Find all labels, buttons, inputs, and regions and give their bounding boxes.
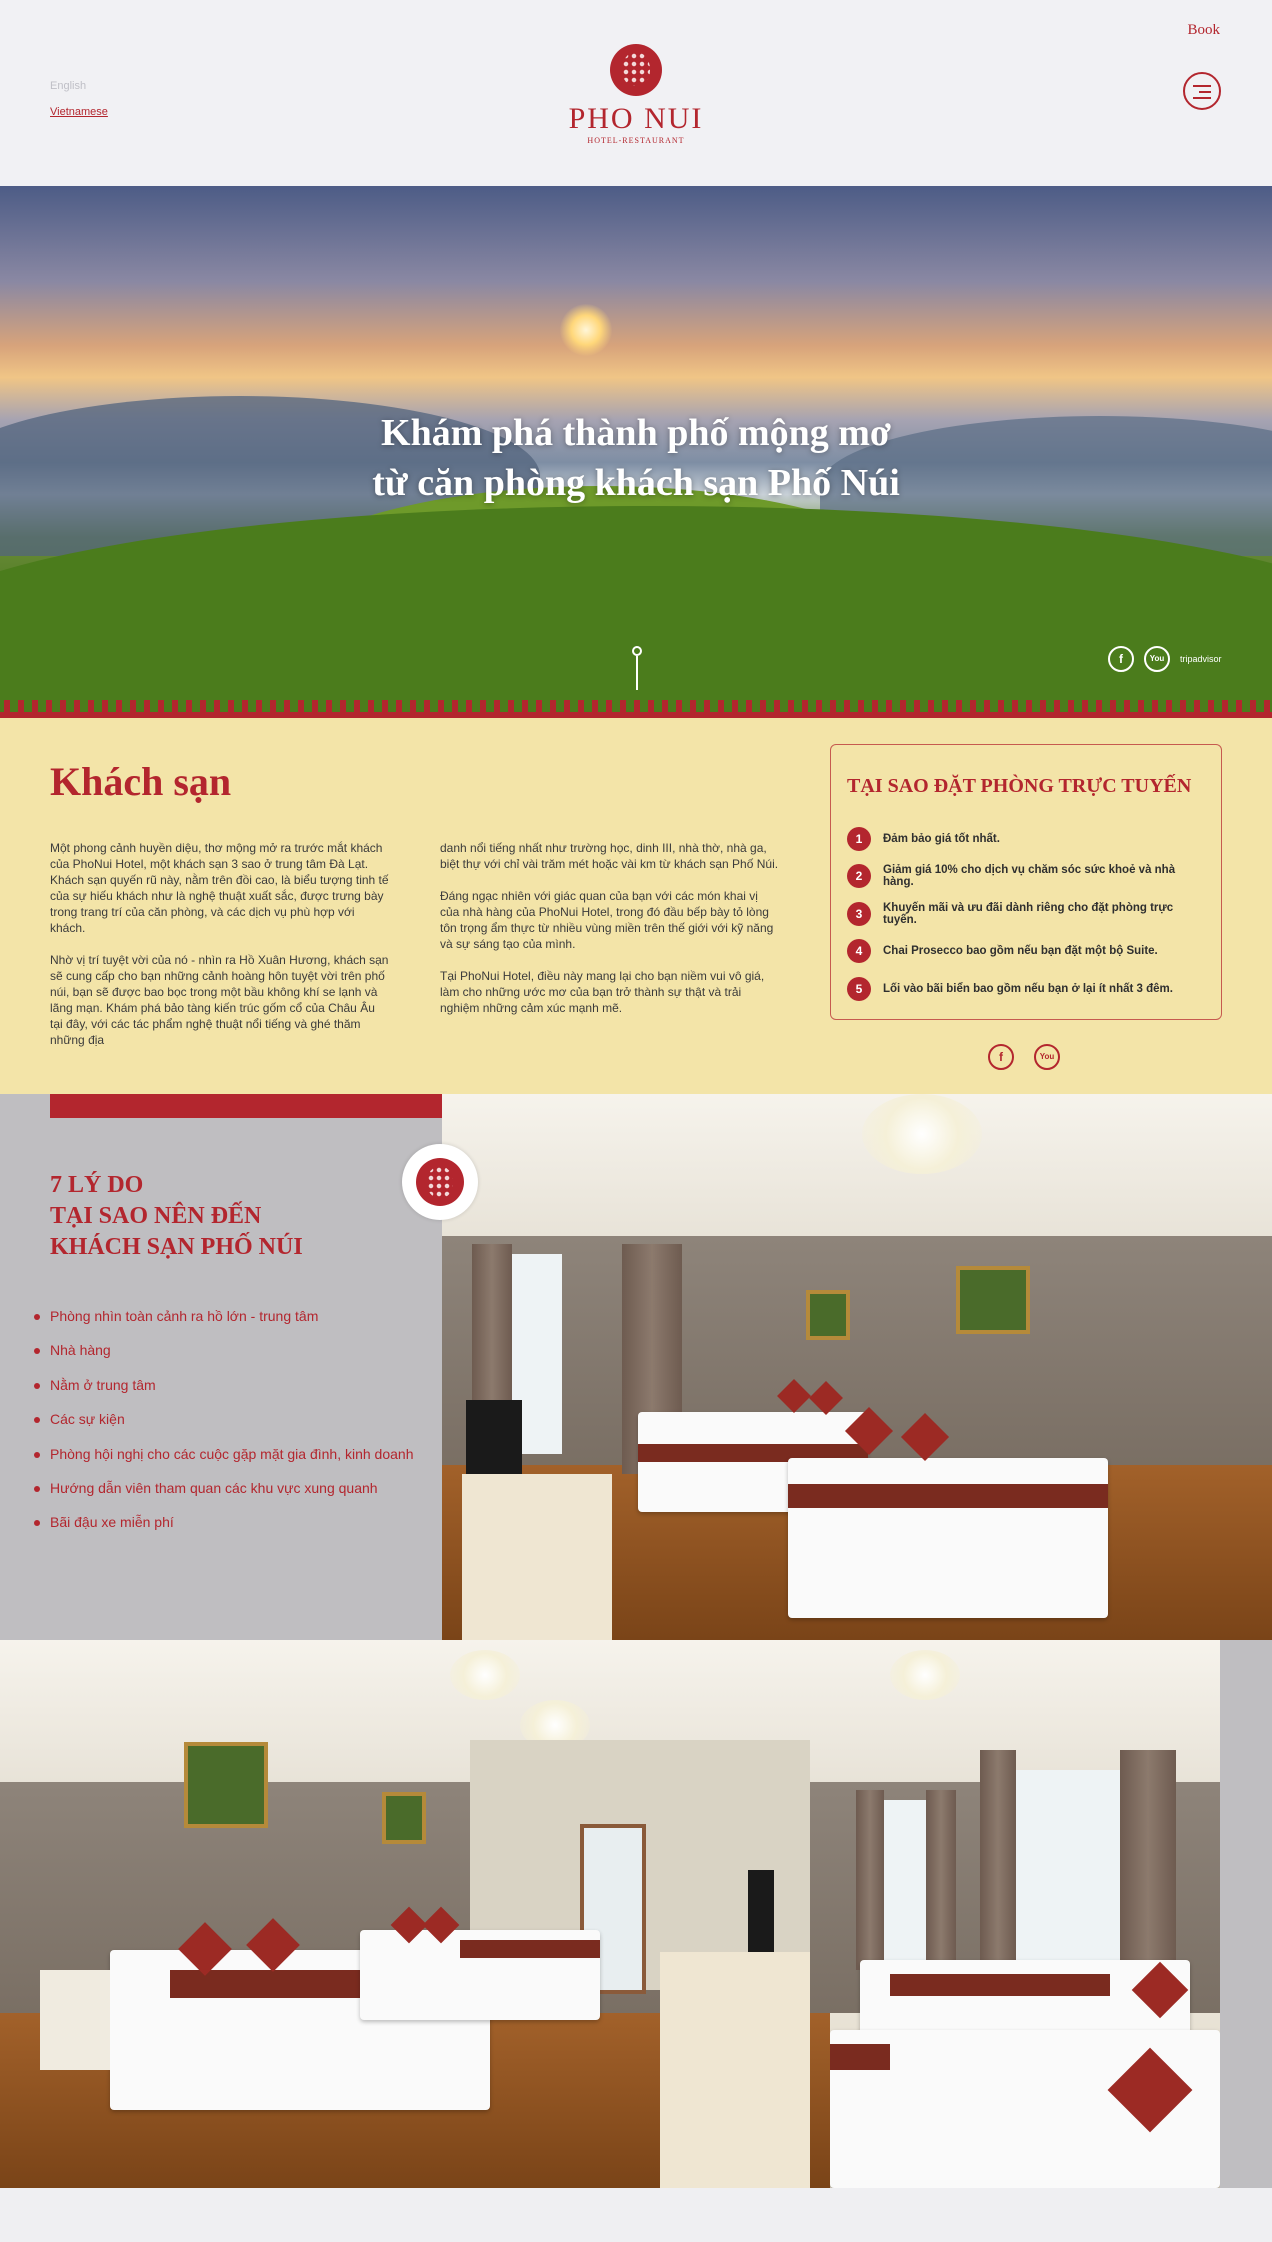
- why-title: TẠI SAO ĐẶT PHÒNG TRỰC TUYẾN: [847, 775, 1192, 797]
- about-social-links: [988, 1044, 1060, 1070]
- tripadvisor-icon[interactable]: tripadvisor: [1180, 654, 1222, 664]
- pinecone-logo-icon: [610, 44, 662, 96]
- photo-bed-runner: [890, 1974, 1110, 1996]
- about-paragraph: Đáng ngạc nhiên với giác quan của bạn với các món khai vị của nhà hàng của PhoNui Hotel, trong đó đầu bếp bày tỏ lòng tôn trọng ẩm thực từ nhiều vùng miền trên thế giới với kỹ năng và sự sáng tạo của mình.: [440, 889, 774, 951]
- why-number: 2: [847, 864, 871, 888]
- about-column-2: [440, 840, 780, 1032]
- why-text: Đảm bảo giá tốt nhất.: [883, 832, 1000, 845]
- hero-title: [0, 408, 1272, 508]
- brand-logo[interactable]: [568, 44, 704, 145]
- facebook-icon[interactable]: f: [1108, 646, 1134, 672]
- hero-social-links: [1108, 646, 1222, 672]
- book-link[interactable]: Book: [1187, 22, 1220, 38]
- why-item: [847, 933, 1205, 971]
- page-footer: [0, 2188, 1272, 2242]
- why-item: [847, 858, 1205, 896]
- room-photo-3: [830, 1640, 1220, 2188]
- logo-badge: [402, 1144, 478, 1220]
- photo-ceiling-light: [450, 1650, 520, 1700]
- about-paragraph: Tại PhoNui Hotel, điều này mang lại cho bạn niềm vui vô giá, làm cho những ước mơ của bạn trở thành sự thật và trải nghiệm những cảm xúc mạnh mẽ.: [440, 969, 765, 1015]
- hero-title-line2: từ căn phòng khách sạn Phố Núi: [372, 462, 900, 504]
- reason-item: Nằm ở trung tâm: [34, 1377, 413, 1411]
- menu-button[interactable]: [1183, 72, 1221, 110]
- menu-icon-line: [1199, 91, 1211, 93]
- side-strip: [1220, 1640, 1272, 2188]
- photo-painting: [184, 1742, 268, 1828]
- reason-item: Hướng dẫn viên tham quan các khu vực xung quanh: [34, 1480, 413, 1514]
- why-text: Chai Prosecco bao gồm nếu bạn đặt một bộ Suite.: [883, 945, 1158, 958]
- photo-curtain: [856, 1790, 884, 1970]
- photo-bed-runner: [460, 1940, 600, 1958]
- photo-painting: [956, 1266, 1030, 1334]
- photo-ceiling-light: [862, 1094, 982, 1174]
- photo-desk: [462, 1474, 612, 1640]
- hero-sun: [560, 304, 612, 356]
- why-text: Khuyến mãi và ưu đãi dành riêng cho đặt phòng trực tuyến.: [883, 901, 1174, 926]
- youtube-icon[interactable]: You: [1034, 1044, 1060, 1070]
- reason-item: Bãi đậu xe miễn phí: [34, 1514, 413, 1548]
- room-photo-1: [442, 1094, 1272, 1640]
- why-book-online-box: [830, 744, 1222, 1020]
- why-text: Lối vào bãi biển bao gồm nếu bạn ở lại ít nhất 3 đêm.: [883, 982, 1173, 995]
- scroll-dot: [632, 646, 642, 656]
- reasons-title: 7 LÝ DO TẠI SAO NÊN ĐẾN KHÁCH SẠN PHỐ NÚI: [50, 1172, 303, 1260]
- reason-item: Phòng hội nghị cho các cuộc gặp mặt gia đình, kinh doanh: [34, 1446, 413, 1480]
- about-paragraph: Một phong cảnh huyền diệu, thơ mộng mở ra trước mắt khách của PhoNui Hotel, một khách sạn 3 sao ở trung tâm Đà Lạt. Khách sạn quyến rũ này, nằm trên đồi cao, là biểu tượng tinh tế của sự hiếu khách như là nghệ thuật xuất sắc, được trưng bày trong trang trí của căn phòng, và các dịch vụ phù hợp với khách.: [50, 841, 389, 935]
- reason-item: Nhà hàng: [34, 1342, 413, 1376]
- scroll-down-icon[interactable]: [632, 646, 642, 696]
- pinecone-logo-icon: [416, 1158, 464, 1206]
- about-column-1: [50, 840, 390, 1064]
- photo-cabinet: [660, 1952, 810, 2188]
- reasons-panel: [0, 1094, 442, 1640]
- hero-decorative-border: [0, 700, 1272, 718]
- hero-banner: [0, 186, 1272, 718]
- photo-ceiling-light: [890, 1650, 960, 1700]
- about-paragraph: Nhờ vị trí tuyệt vời của nó - nhìn ra Hồ Xuân Hương, khách sạn sẽ cung cấp cho bạn những cảnh hoàng hôn tuyệt vời trên phố núi, bạn sẽ được bao bọc trong một bầu không khí se lạnh và lãng mạn. Khám phá bảo tàng kiến trúc gốm cổ của Châu Âu tại đây, với các tác phẩm nghệ thuật nổi tiếng và ghé thăm những địa: [50, 953, 389, 1047]
- lang-english[interactable]: English: [50, 80, 87, 92]
- why-number: 1: [847, 827, 871, 851]
- why-item: [847, 895, 1205, 933]
- about-section: [0, 718, 1272, 1094]
- reasons-accent-bar: [50, 1094, 442, 1118]
- why-number: 4: [847, 939, 871, 963]
- photo-painting: [806, 1290, 850, 1340]
- photo-bed: [788, 1458, 1108, 1618]
- why-number: 5: [847, 977, 871, 1001]
- photo-ceiling: [442, 1094, 1272, 1236]
- facebook-icon[interactable]: f: [988, 1044, 1014, 1070]
- reason-item: Phòng nhìn toàn cảnh ra hồ lớn - trung tâm: [34, 1308, 413, 1342]
- why-text: Giảm giá 10% cho dịch vụ chăm sóc sức khoẻ và nhà hàng.: [883, 864, 1176, 889]
- scroll-line: [636, 656, 638, 690]
- photo-nightstand: [40, 1970, 110, 2070]
- site-header: [0, 0, 1272, 186]
- menu-icon: [1193, 85, 1211, 87]
- reason-item: Các sự kiện: [34, 1411, 413, 1445]
- brand-subtitle: HOTEL-RESTAURANT: [587, 136, 685, 145]
- lang-vietnamese[interactable]: Vietnamese: [50, 106, 108, 118]
- room-photo-2: [0, 1640, 830, 2188]
- photo-bed-runner: [830, 2044, 890, 2070]
- reasons-list: [34, 1308, 413, 1549]
- photo-bed-runner: [788, 1484, 1108, 1508]
- brand-name: PHO NUI: [568, 102, 704, 135]
- photo-curtain: [926, 1790, 956, 1970]
- about-paragraph: danh nổi tiếng nhất như trường học, dinh III, nhà thờ, nhà ga, biệt thự với chỉ vài trăm mét hoặc vài km từ khách sạn Phố Núi.: [440, 841, 779, 871]
- about-title: Khách sạn: [50, 759, 232, 804]
- photo-painting: [382, 1792, 426, 1844]
- menu-icon-line: [1193, 97, 1211, 99]
- why-item: [847, 820, 1205, 858]
- youtube-icon[interactable]: You: [1144, 646, 1170, 672]
- hero-title-line1: Khám phá thành phố mộng mơ: [381, 412, 891, 454]
- why-number: 3: [847, 902, 871, 926]
- why-item: [847, 970, 1205, 1008]
